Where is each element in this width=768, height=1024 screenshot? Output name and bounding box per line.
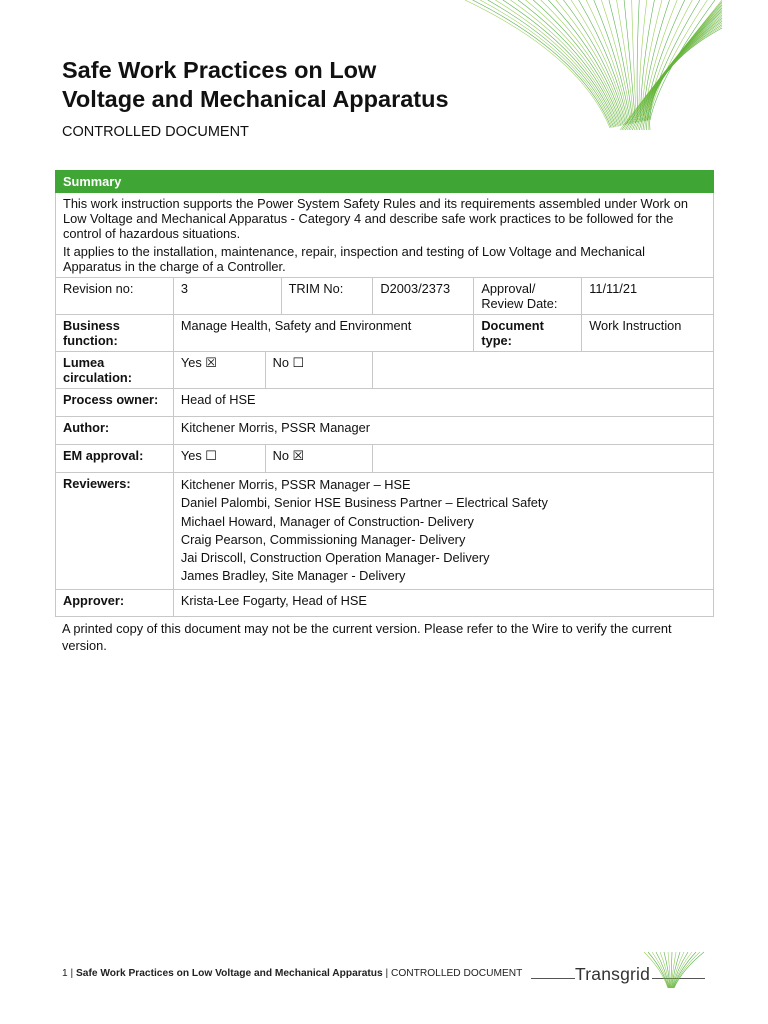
em-no-checkbox: No ☒ — [265, 445, 373, 473]
document-info-table — [55, 170, 714, 617]
em-empty-cell — [373, 445, 714, 473]
page-footer — [62, 968, 522, 979]
summary-body — [56, 193, 714, 278]
process-owner-value: Head of HSE — [173, 389, 713, 417]
reviewers-list — [173, 473, 713, 590]
lumea-empty-cell — [373, 352, 714, 389]
reviewers-label: Reviewers: — [56, 473, 174, 590]
approval-date-value: 11/11/21 — [582, 278, 714, 315]
reviewer-item: Michael Howard, Manager of Construction- Delivery — [180, 513, 474, 529]
footer-document-name: Safe Work Practices on Low Voltage and Mechanical Apparatus — [76, 968, 383, 979]
lumea-yes-checkbox: Yes ☒ — [173, 352, 265, 389]
business-function-label: Business function: — [56, 315, 174, 352]
lumea-circulation-label: Lumea circulation: — [56, 352, 174, 389]
summary-paragraph-2: It applies to the installation, maintenance, repair, inspection and testing of Low Voltage and Mechanical Apparatus in the charge of a Controller. — [63, 244, 645, 274]
page-number: 1 — [62, 968, 68, 979]
reviewer-item: Kitchener Morris, PSSR Manager – HSE — [180, 477, 411, 492]
trim-label: TRIM No: — [281, 278, 373, 315]
approval-date-label: Approval/ Review Date: — [474, 278, 582, 315]
approver-value: Krista-Lee Fogarty, Head of HSE — [173, 589, 713, 616]
title-line-1: Safe Work Practices on Low — [62, 57, 377, 83]
reviewer-item: Craig Pearson, Commissioning Manager- Delivery — [180, 531, 466, 547]
process-owner-label: Process owner: — [56, 389, 174, 417]
document-type-label: Document type: — [474, 315, 582, 352]
page-title — [62, 56, 522, 114]
reviewer-item: Jai Driscoll, Construction Operation Manager- Delivery — [180, 550, 490, 566]
reviewer-item: Daniel Palombi, Senior HSE Business Partner – Electrical Safety — [180, 495, 548, 511]
title-line-2: Voltage and Mechanical Apparatus — [62, 86, 449, 112]
summary-heading: Summary — [56, 171, 714, 193]
footer-separator: | — [385, 968, 389, 979]
em-yes-checkbox: Yes ☐ — [173, 445, 265, 473]
footer-separator: | — [70, 968, 74, 979]
business-function-value: Manage Health, Safety and Environment — [173, 315, 473, 352]
transgrid-logo-text: Transgrid — [575, 964, 651, 984]
printed-copy-notice: A printed copy of this document may not be the current version. Please refer to the Wire to verify the current version. — [62, 621, 672, 653]
summary-paragraph-1: This work instruction supports the Power System Safety Rules and its requirements assembled under Work on Low Voltage and Mechanical Apparatus - Category 4 and describe safe work practices to be followed for the control of hazardous situations. — [63, 196, 688, 241]
em-approval-label: EM approval: — [56, 445, 174, 473]
trim-value: D2003/2373 — [373, 278, 474, 315]
document-status: CONTROLLED DOCUMENT — [62, 124, 249, 140]
footer-status: CONTROLLED DOCUMENT — [391, 968, 523, 979]
lumea-no-checkbox: No ☐ — [265, 352, 373, 389]
revision-value: 3 — [173, 278, 281, 315]
revision-label: Revision no: — [56, 278, 174, 315]
author-value: Kitchener Morris, PSSR Manager — [173, 417, 713, 445]
approver-label: Approver: — [56, 589, 174, 616]
reviewer-item: James Bradley, Site Manager - Delivery — [180, 568, 406, 584]
author-label: Author: — [56, 417, 174, 445]
document-type-value: Work Instruction — [582, 315, 714, 352]
